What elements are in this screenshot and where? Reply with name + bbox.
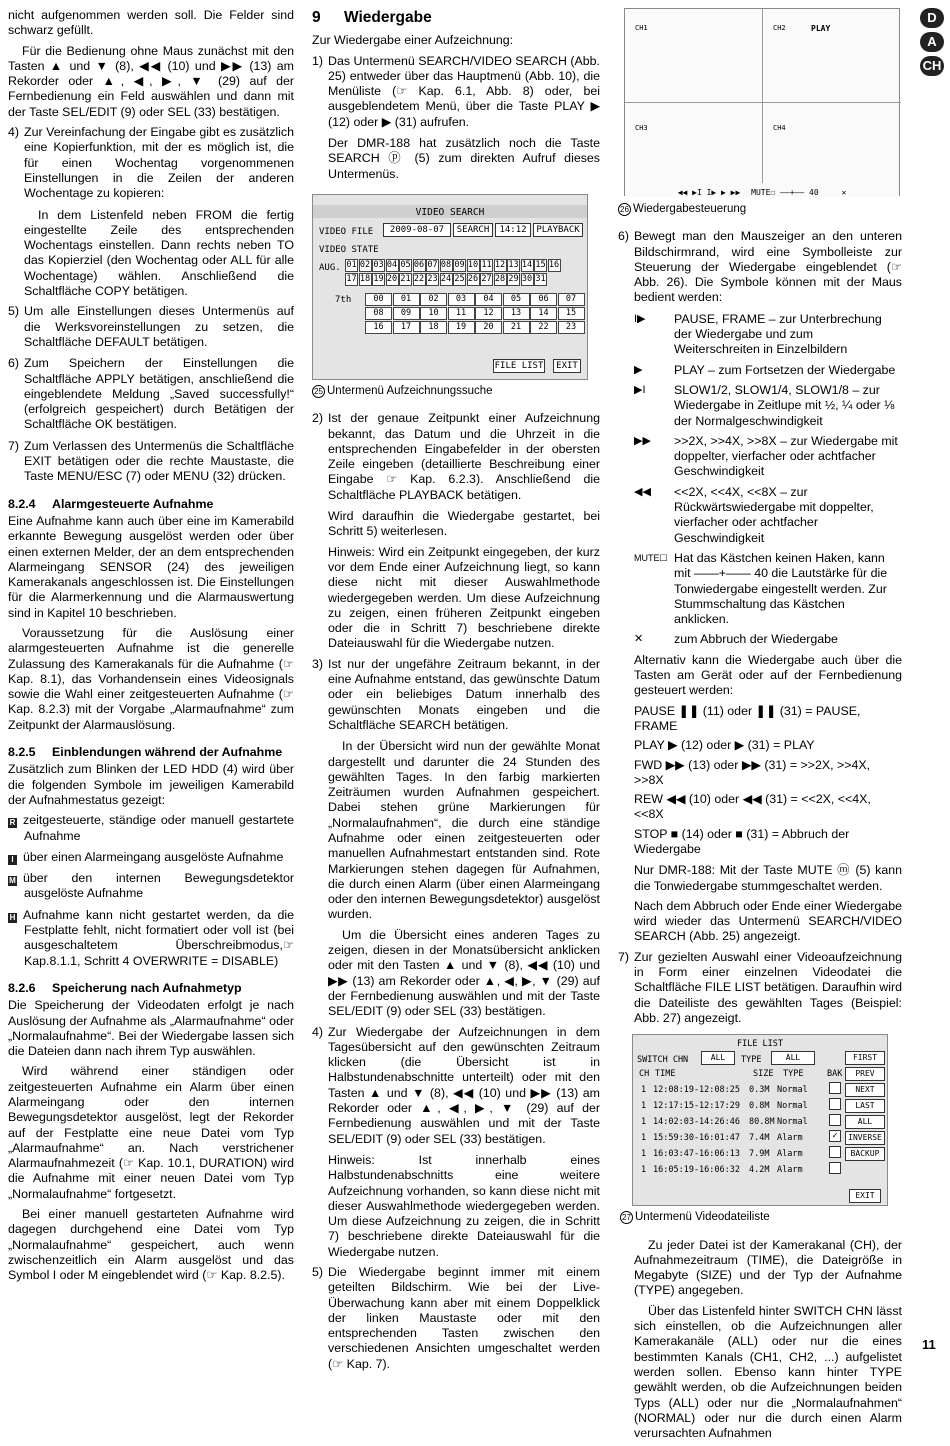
playback-screen	[624, 8, 900, 196]
symbol-item: R zeitgesteuerte, ständige oder manuell gestartete Aufnahme	[9, 813, 294, 843]
hour-cell[interactable]: 14	[530, 307, 557, 320]
day-cell[interactable]: 13	[508, 259, 519, 270]
symbol-item: H Aufnahme kann nicht gestartet werden, da die Festplatte fehlt, nicht formatiert oder voll ist (bei ausgeschaltetem Überschreibmodus,☞Kap.8.1.1, Schritt 4 OVERWRITE = DISABLE)	[9, 907, 294, 968]
note-paragraph: Hinweis: Wird ein Zeitpunkt eingegeben, der kurz vor dem Ende einer Aufzeichnung liegt, so kann diese nicht mit dieser Auswahlmethode wiedergegeben werden. Um diese Aufzeichnung zu zeigen, einen früheren Zeitpunkt eingeben oder die in Schritt 7) beschriebene direkte Dateiauswahl für die Wiedergabe nutzen.	[328, 544, 600, 651]
table-cell: Normal	[777, 1085, 808, 1096]
column-left	[8, 8, 294, 1289]
paragraph: Alternativ kann die Wiedergabe auch über die Tasten am Gerät oder auf der Fernbedienung gesteuert werden:	[634, 652, 902, 698]
day-cell[interactable]: 27	[481, 273, 492, 284]
paragraph: Eine Aufnahme kann auch über eine im Kamerabild erkannte Bewegung ausgelöst werden oder über einen externen Melder, der an dem entsprechenden Alarmeingang SENSOR (24) des jeweiligen Kamerakanals angeschlossen ist. Die Einstellungen für die Alarmerkennung und die Alarmauswertung sind in Kapitel 10 beschrieben.	[8, 513, 294, 620]
hdd-symbol-icon: H	[9, 912, 16, 922]
table-cell: Normal	[777, 1117, 808, 1128]
mute-icon: MUTE☐	[634, 552, 668, 563]
day-cell[interactable]: 30	[521, 273, 533, 284]
paragraph: Nur DMR-188: Mit der Taste MUTE ⓜ (5) kann die Tonwiedergabe stummgeschaltet werden.	[634, 863, 902, 893]
key-mapping: REW ◀◀ (10) oder ◀◀ (31) = <<2X, <<4X, <<8X	[634, 792, 871, 822]
key-mapping-list	[634, 704, 902, 858]
paragraph: Wird daraufhin die Wiedergabe gestartet, bei Schritt 5) weiterlesen.	[328, 509, 600, 539]
table-cell: 80.8M	[749, 1117, 775, 1128]
section-heading: 8.2.4 Alarmgesteuerte Aufnahme	[8, 496, 214, 511]
section-heading: 8.2.6 Speicherung nach Aufnahmetyp	[8, 980, 242, 995]
legend-row: ◀◀ <<2X, <<4X, <<8X – zur Rückwärtswiedergabe mit doppelter, vierfacher oder achtfacher Geschwindigkeit	[634, 484, 874, 545]
hour-cell[interactable]: 12	[475, 307, 502, 320]
language-tab-a: A	[920, 32, 944, 52]
mute-checkbox[interactable]: MUTE☐	[751, 188, 776, 197]
paragraph: Wird während einer ständigen oder zeitgesteuerten Aufnahme ein Alarm über einen Alarmeingang oder den internen Bewegungsdetektor ausgelöst, legt der Rekorder auf der Festplatte eine neue Datei vom Typ „Alarmaufnahme“ an. Nach verstrichener Alarmaufnahmezeit (☞ Kap. 10.1, DURATION) wird die Aufnahme mit einer neuen Datei vom Typ „Normalaufnahme“ fortgesetzt.	[8, 1064, 294, 1201]
inverse-button[interactable]: INVERSE	[845, 1131, 885, 1145]
paragraph: In dem Listenfeld neben FROM die fertig eingestellte Zeile des entsprechenden Wochentags einstellen. Dann rechts neben TO das Kopierziel (den Wochentag oder ALL für alle Wochentage) wählen. Anschließend die Schaltfläche COPY betätigen.	[24, 207, 294, 299]
volume-value: 40	[809, 188, 819, 197]
day-cell[interactable]: 10	[467, 259, 479, 270]
play-icon: ▶	[634, 363, 643, 376]
table-cell: 0.8M	[749, 1101, 770, 1112]
list-item: 7) Zur gezielten Auswahl einer Videoaufzeichnung in Form einer einzelnen Videodatei die Schaltfläche FILE LIST betätigen. Daraufhin wird die Dateiliste des gewählten Tages (Beispiel: Abb. 27) angezeigt.	[618, 949, 902, 1025]
day-cell[interactable]: 07	[427, 259, 438, 270]
column-right	[618, 8, 902, 1446]
paragraph: Die Speicherung der Videodaten erfolgt je nach Auslösung der Aufnahme als „Alarmaufnahme“ oder „Normalaufnahme“. Bei der Wiedergabe lassen sich die Dateien dann nach ihrem Typ auswählen.	[8, 998, 294, 1059]
table-cell: 1	[641, 1149, 647, 1160]
hour-cell[interactable]: 02	[420, 293, 447, 306]
legend-row: ▶ PLAY – zum Fortsetzen der Wiedergabe	[634, 362, 896, 377]
figure-caption: 26 Wiedergabesteuerung	[618, 202, 902, 217]
key-mapping: STOP ■ (14) oder ■ (31) = Abbruch der Wiedergabe	[634, 826, 850, 856]
paragraph: nicht aufgenommen werden soll. Die Felder sind schwarz gefüllt.	[8, 8, 294, 38]
hour-cell[interactable]: 13	[503, 307, 530, 320]
backup-button[interactable]: BACKUP	[845, 1147, 885, 1161]
playback-controls-icon[interactable]: ◀◀ ▶I I▶ ▶ ▶▶	[677, 188, 741, 197]
legend-row: I▶ PAUSE, FRAME – zur Unterbrechung der Wiedergabe und zum Weiterschreiten in Einzelbildern	[634, 311, 882, 357]
hour-cell[interactable]: 00	[365, 293, 392, 306]
slow-icon: ▶I	[634, 383, 646, 396]
camera-view-2: CH2 PLAY	[763, 9, 901, 103]
video-search-screen	[312, 194, 588, 380]
date-field[interactable]: 2009-08-07	[383, 223, 451, 237]
day-cell[interactable]: 22	[413, 273, 425, 284]
paragraph: Bei einer manuell gestarteten Aufnahme wird dagegen durchgehend eine Datei vom Typ „Normalaufnahme“ gespeichert, auch wenn zwischenzeitlich ein Alarm ausgelöst und das Symbol I oder M eingeblendet wird (☞ Kap. 8.2.5).	[8, 1207, 294, 1283]
column-header: BAK	[827, 1069, 843, 1080]
table-cell: 1	[641, 1165, 647, 1176]
all-button[interactable]: ALL	[845, 1115, 885, 1129]
list-item: 1) Das Untermenü SEARCH/VIDEO SEARCH (Abb. 25) entweder über das Hauptmenü (Abb. 10), die Menüliste (☞ Kap. 6.1, Abb. 8) oder, bei ausgeblendetem Menü, über die Taste PLAY ▶ (12) oder ▶ (31) aufrufen.	[312, 53, 600, 129]
figure-caption: 25 Untermenü Aufzeichnungssuche	[312, 384, 600, 399]
day-label: 7th	[335, 294, 352, 305]
switch-chn-select[interactable]: ALL	[701, 1051, 735, 1065]
time-field[interactable]: 14:12	[495, 223, 531, 237]
day-cell[interactable]: 29	[508, 273, 519, 284]
close-icon[interactable]: ✕	[841, 188, 847, 197]
hour-cell[interactable]: 19	[448, 321, 475, 334]
day-cell[interactable]: 24	[440, 273, 452, 284]
fast-forward-icon: ▶▶	[634, 434, 651, 447]
legend-row: MUTE☐ Hat das Kästchen keinen Haken, kann mit ——+—— 40 die Lautstärke für die Tonwiedergabe eingestellt werden. Zur Stummschaltung das Kästchen anklicken.	[634, 550, 888, 627]
backup-checkbox[interactable]	[829, 1162, 841, 1174]
page-number: 11	[922, 1337, 936, 1352]
hour-cell[interactable]: 17	[393, 321, 420, 334]
day-cell[interactable]: 11	[481, 259, 492, 270]
next-button[interactable]: NEXT	[845, 1083, 885, 1097]
day-cell[interactable]: 28	[494, 273, 506, 284]
paragraph: Der DMR-188 hat zusätzlich noch die Taste SEARCH ⓟ (5) zum direkten Aufruf dieses Untermenüs.	[328, 136, 600, 181]
rewind-icon: ◀◀	[634, 485, 651, 498]
prev-button[interactable]: PREV	[845, 1067, 885, 1081]
video-file-label: VIDEO FILE	[319, 226, 374, 237]
table-cell: 15:59:30-16:01:47	[653, 1133, 740, 1144]
key-mapping: PAUSE ❚❚ (11) oder ❚❚ (31) = PAUSE, FRAME	[634, 703, 861, 733]
control-bar[interactable]	[625, 185, 899, 197]
table-cell: Alarm	[777, 1133, 803, 1144]
table-cell: 14:02:03-14:26:46	[653, 1117, 740, 1128]
hour-cell[interactable]: 22	[530, 321, 557, 334]
volume-slider[interactable]: ——+——	[780, 188, 805, 197]
day-cell[interactable]: 12	[494, 259, 506, 270]
day-cell[interactable]: 04	[386, 259, 398, 270]
table-cell: 12:17:15-12:17:29	[653, 1101, 740, 1112]
day-cell[interactable]: 06	[413, 259, 425, 270]
first-button[interactable]: FIRST	[845, 1051, 885, 1065]
exit-button[interactable]: EXIT	[553, 359, 581, 373]
legend-row: ▶I SLOW1/2, SLOW1/4, SLOW1/8 – zur Wiedergabe in Zeitlupe mit ½, ¼ oder ⅛ der Normalgeschwindigkeit	[634, 382, 895, 428]
day-cell[interactable]: 17	[346, 273, 357, 284]
symbol-item: M über den internen Bewegungsdetektor ausgelöste Aufnahme	[9, 871, 294, 901]
list-item: 5) Die Wiedergabe beginnt immer mit einem geteilten Bildschirm. Wie bei der Live-Überwachung kann aber mit einem Doppelklick der linken Maustaste oder mit den entsprechenden Tasten zwischen den verschiedenen Ansichten umgeschaltet werden (☞ Kap. 7).	[312, 1265, 600, 1371]
symbol-item: I über einen Alarmeingang ausgelöste Aufnahme	[8, 850, 294, 865]
hour-cell[interactable]: 21	[503, 321, 530, 334]
play-status: PLAY	[811, 24, 831, 33]
table-cell: 0.3M	[749, 1085, 770, 1096]
table-cell: 1	[641, 1117, 647, 1128]
hour-cell[interactable]: 18	[420, 321, 447, 334]
pause-frame-icon: I▶	[634, 312, 646, 325]
input-symbol-icon: I	[8, 855, 17, 865]
symbol-legend	[634, 312, 902, 945]
backup-checkbox[interactable]	[829, 1098, 841, 1110]
section-heading: 8.2.5 Einblendungen während der Aufnahme	[8, 745, 283, 760]
column-header: TIME	[655, 1069, 676, 1080]
note-paragraph: Hinweis: Ist innerhalb eines Halbstundenabschnitts eine weitere Aufzeichnung vorhanden, so kann diese nicht mit dieser Auswahlmethode wiedergegeben werden. Um diese Aufzeichnung zu zeigen, die in Schritt 7) beschriebene direkte Dateiauswahl für die Wiedergabe nutzen.	[328, 1152, 600, 1259]
hour-cell[interactable]: 04	[475, 293, 502, 306]
table-cell: Alarm	[777, 1165, 803, 1176]
switch-chn-label: SWITCH CHN	[637, 1055, 689, 1066]
key-mapping: PLAY ▶ (12) oder ▶ (31) = PLAY	[634, 738, 815, 753]
day-cell[interactable]: 19	[373, 273, 384, 284]
paragraph: Zu jeder Datei ist der Kamerakanal (CH), der Aufnahmezeitraum (TIME), die Dateigröße in Megabyte (SIZE) und der Typ der Aufnahme (TYPE) angegeben.	[634, 1237, 902, 1298]
day-cell[interactable]: 14	[521, 259, 533, 270]
list-item: 4) Zur Wiedergabe der Aufzeichnungen in dem Tagesübersicht auf den gewünschten Zeitraum klicken (die Übersicht ist in Halbstundenabschnitte unterteilt) oder mit den Tasten ▲ und ▼ (8), ◀◀ (10) und ▶▶ (13) am Rekorder oder ▲, ◀, ▶, ▼ (29) auf der Fernbedienung auswählen und mit der Taste SEL/EDIT (9) oder SEL (33) bestätigen.	[312, 1024, 600, 1146]
month-label: AUG.	[319, 262, 341, 273]
legend-row: ▶▶ >>2X, >>4X, >>8X – zur Wiedergabe mit doppelter, vierfacher oder achtfacher Geschwindigkeit	[634, 433, 898, 479]
type-select[interactable]: ALL	[771, 1051, 815, 1065]
day-cell[interactable]: 26	[467, 273, 479, 284]
list-item: 2) Ist der genaue Zeitpunkt einer Aufzeichnung bekannt, das Datum und die Uhrzeit in die entsprechenden Eingabefelder in der obersten Zeile eingeben (detaillierte Beschreibung einer Eingabe ☞ Kap. 6.2.3). Anschließend die Schaltfläche PLAYBACK betätigen.	[312, 411, 600, 502]
list-item: 3) Ist nur der ungefähre Zeitraum bekannt, in der eine Aufnahme entstand, das gewünschte Datum oder ein beliebiges Datum innerhalb des gewünschten Monats eingeben und die Schaltfläche SEARCH betätigen.	[312, 656, 600, 732]
table-cell: 4.2M	[749, 1165, 770, 1176]
paragraph: Voraussetzung für die Auslösung einer alarmgesteuerten Aufnahme ist die generelle Zulassung des Kamerakanals für die Aufnahme (☞ Kap. 8.1), das Vorhandensein eines Videosignals sowie die Wahl einer zeitgesteuerten Aufnahme (☞ Kap. 8.2.3) mit der Vorgabe „Alarmaufnahme“ zum Zeitpunkt der Alarmauslösung.	[8, 625, 294, 732]
table-cell: 1	[641, 1085, 647, 1096]
hour-cell[interactable]: 09	[393, 307, 420, 320]
hour-cell[interactable]: 11	[448, 307, 475, 320]
record-symbol-icon: R	[9, 818, 16, 828]
day-cell[interactable]: 25	[454, 273, 465, 284]
table-cell: 16:05:19-16:06:32	[653, 1165, 740, 1176]
hour-cell[interactable]: 10	[420, 307, 447, 320]
playback-button[interactable]: PLAYBACK	[533, 223, 583, 237]
day-cell[interactable]: 03	[373, 259, 384, 270]
day-cell[interactable]: 01	[346, 259, 357, 270]
list-item: 6) Bewegt man den Mauszeiger an den unteren Bildschirmrand, wird eine Symbolleiste zur Steuerung der Wiedergabe eingeblendet (☞ Abb. 26). Die Symbole können mit der Maus bedient werden:	[618, 229, 902, 305]
list-item: 6) Zum Speichern der Einstellungen die Schaltfläche APPLY betätigen, anschließend die eingeblendete Meldung „Saved successfully!“ (erfolgreich gespeichert) durch Betätigen der Schaltfläche OK bestätigen.	[8, 356, 294, 432]
list-item: 5) Um alle Einstellungen dieses Untermenüs auf die Werksvoreinstellungen zu setzen, die Schaltfläche DEFAULT betätigen.	[8, 304, 294, 349]
key-mapping: FWD ▶▶ (13) oder ▶▶ (31) = >>2X, >>4X, >>8X	[634, 757, 871, 787]
table-cell: 7.4M	[749, 1133, 770, 1144]
day-cell[interactable]: 02	[359, 259, 371, 270]
backup-checkbox[interactable]	[829, 1114, 841, 1126]
paragraph: Nach dem Abbruch oder Ende einer Wiedergabe wird wieder das Untermenü SEARCH/VIDEO SEARCH (Abb. 25) angezeigt.	[634, 898, 902, 944]
hour-cell[interactable]: 08	[365, 307, 392, 320]
file-list-screen	[632, 1034, 888, 1206]
search-button[interactable]: SEARCH	[453, 223, 493, 237]
camera-view-4: CH4	[773, 124, 786, 132]
camera-view-3: CH3	[625, 103, 763, 183]
file-list-button[interactable]: FILE LIST	[494, 360, 544, 371]
hour-cell[interactable]: 05	[503, 293, 530, 306]
hour-cell[interactable]: 16	[365, 321, 392, 334]
paragraph: Über das Listenfeld hinter SWITCH CHN lässt sich einstellen, ob die Aufzeichnungen aller Kamerakanäle (ALL) oder nur die eines bestimmten Kanals (CH1, CH2, ...) aufgelistet werden sollen. Ebenso kann hinter TYPE gewählt werden, ob die Aufzeichnungen beiden Typs (ALL) oder nur die „Normalaufnahmen“ (NORMAL) oder nur die durch einen Alarm verursachten Aufnahmen	[634, 1303, 902, 1441]
motion-symbol-icon: M	[9, 876, 16, 886]
day-cell[interactable]: 05	[400, 259, 411, 270]
day-cell[interactable]: 09	[454, 259, 465, 270]
table-cell: 1	[641, 1101, 647, 1112]
day-cell[interactable]: 20	[386, 273, 398, 284]
backup-checkbox[interactable]	[829, 1082, 841, 1094]
hour-cell[interactable]: 01	[393, 293, 420, 306]
legend-row: ✕ zum Abbruch der Wiedergabe	[634, 632, 838, 647]
close-icon: ✕	[634, 633, 644, 646]
exit-button[interactable]: EXIT	[849, 1189, 881, 1203]
day-cell[interactable]: 18	[359, 273, 371, 284]
list-item: 7) Zum Verlassen des Untermenüs die Schaltfläche EXIT betätigen oder die rechte Maustaste, die Taste MENU/ESC (7) oder MENU (32) drücken.	[8, 438, 294, 484]
hour-cell[interactable]: 03	[448, 293, 475, 306]
hour-cell[interactable]: 20	[475, 321, 502, 334]
paragraph: Für die Bedienung ohne Maus zunächst mit den Tasten ▲ und ▼ (8), ◀◀ (10) und ▶▶ (13) am Rekorder oder ▲, ◀, ▶, ▼ (29) auf der Fernbedienung ein Feld auswählen und dann mit der Taste SEL/EDIT (9) oder SEL (33) bestätigen.	[8, 43, 294, 119]
table-cell: 16:03:47-16:06:13	[653, 1149, 740, 1160]
day-cell[interactable]: 16	[548, 259, 560, 270]
screen-title: VIDEO SEARCH	[313, 205, 587, 218]
day-cell[interactable]: 23	[427, 273, 438, 284]
paragraph: In der Übersicht wird nun der gewählte Monat dargestellt und darunter die 24 Stunden des gewählten Tages. In den farbig markierten Zeiträumen wurden Aufnahmen gespeichert. Dabei stehen grüne Markierungen für „Normalaufnahmen“, die durch eine ständige Aufnahme oder einen zeitgesteuerten oder manuellen Aufnahmestart entstanden sind. Rote Markierungen stehen dagegen für Aufnahmen, die durch einen Alarm (über einen Alarmeingang oder den internen Bewegungsdetektor) ausgelöst wurden.	[328, 739, 600, 922]
table-cell: 12:08:19-12:08:25	[653, 1085, 740, 1096]
video-state-label: VIDEO STATE	[319, 244, 379, 255]
chapter-heading: 9 Wiedergabe	[312, 9, 432, 26]
hour-cell[interactable]: 06	[530, 293, 557, 306]
hour-cell[interactable]: 23	[558, 321, 585, 334]
table-cell: 1	[641, 1133, 647, 1144]
paragraph: Zusätzlich zum Blinken der LED HDD (4) wird über die folgenden Symbole im jeweiligen Kamerabild der Aufnahmestatus gezeigt:	[8, 762, 294, 807]
paragraph: Zur Wiedergabe einer Aufzeichnung:	[312, 33, 514, 48]
column-middle	[312, 8, 600, 1378]
screen-title: FILE LIST	[736, 1039, 784, 1050]
list-item: 4) Zur Vereinfachung der Eingabe gibt es zusätzlich eine Kopierfunktion, mit der es möglich ist, die für einen Wochentag vorgenommenen Einstellungen in die Zeilen der anderen Wochentage zu kopieren:	[8, 125, 294, 201]
figure-caption: 27 Untermenü Videodateiliste	[620, 1210, 902, 1225]
backup-checkbox[interactable]	[829, 1146, 841, 1158]
hour-cell[interactable]: 07	[558, 293, 585, 306]
day-cell[interactable]: 31	[535, 273, 546, 284]
table-cell: 7.9M	[749, 1149, 770, 1160]
language-tab-d: D	[920, 8, 944, 28]
table-cell: Normal	[777, 1101, 808, 1112]
table-cell: Alarm	[777, 1149, 803, 1160]
paragraph: Um die Übersicht eines anderen Tages zu zeigen, diesen in der Monatsübersicht anklicken oder mit den Tasten ▲ und ▼ (8), ◀◀ (10) und ▶▶ (13) am Rekorder oder ▲, ◀, ▶, ▼ (29) auf der Fernbedienung auswählen und mit der Taste SEL/EDIT (9) oder SEL (33) bestätigen.	[328, 927, 600, 1019]
column-header: CH	[639, 1069, 650, 1080]
backup-checkbox[interactable]: ✓	[829, 1130, 841, 1142]
day-cell[interactable]: 08	[440, 259, 452, 270]
day-cell[interactable]: 21	[400, 273, 411, 284]
column-header: SIZE	[753, 1069, 774, 1080]
language-tab-ch: CH	[920, 56, 944, 76]
hour-cell[interactable]: 15	[558, 307, 585, 320]
day-cell[interactable]: 15	[535, 259, 546, 270]
type-label: TYPE	[741, 1055, 762, 1066]
last-button[interactable]: LAST	[845, 1099, 885, 1113]
column-header: TYPE	[783, 1069, 804, 1080]
camera-view-1: CH1	[625, 9, 763, 103]
